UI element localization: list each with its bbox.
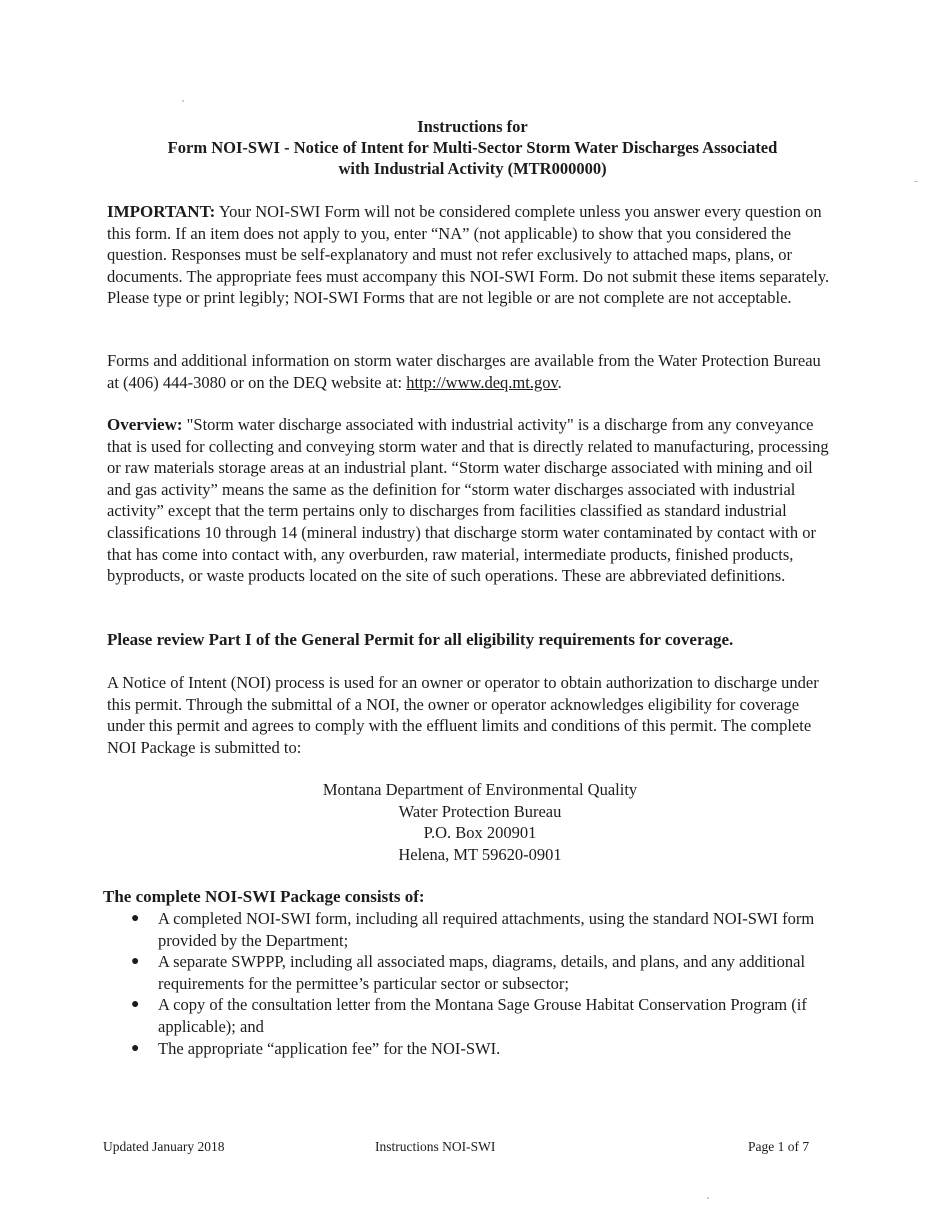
forms-info-end: . — [557, 372, 562, 392]
footer-page-number: Page 1 of 7 — [748, 1139, 810, 1154]
address-line-2: Water Protection Bureau — [398, 801, 562, 821]
list-item-text: A completed NOI-SWI form, including all required attachments, using the standard NOI-SWI form provided by the Department; — [158, 909, 815, 950]
list-item-text: The appropriate “application fee” for the NOI-SWI. — [158, 1038, 501, 1058]
title-line-1: Instructions for — [417, 117, 528, 136]
overview-label: Overview: — [107, 415, 183, 434]
important-paragraph — [107, 201, 832, 309]
review-note: Please review Part I of the General Permit for all eligibility requirements for coverage. — [107, 630, 734, 649]
address-line-1: Montana Department of Environmental Quality — [322, 780, 638, 799]
list-item-text: A copy of the consultation letter from the Montana Sage Grouse Habitat Conservation Program (if applicable); and — [158, 995, 807, 1036]
bullet-icon: ● — [131, 1040, 140, 1056]
list-item-text: A separate SWPPP, including all associated maps, diagrams, details, and plans, and any additional requirements for the permittee’s particular sector or subsector; — [158, 952, 806, 993]
noi-process-paragraph: A Notice of Intent (NOI) process is used for an owner or operator to obtain authorization to discharge under this permit. Through the submittal of a NOI, the owner or operator acknowledges eligibility for coverage under this permit and agrees to comply with the effluent limits and conditions of this permit. The complete NOI Package is submitted to: — [107, 673, 819, 757]
list-item — [125, 908, 835, 951]
title-line-2: Form NOI-SWI - Notice of Intent for Multi-Sector Storm Water Discharges Associated — [167, 138, 778, 157]
footer-doc-name: Instructions NOI-SWI — [375, 1139, 496, 1154]
forms-info-text: Forms and additional information on storm water discharges are available from the Water Protection Bureau at (406) 444-3080 or on the DEQ website at: — [107, 351, 821, 392]
package-list — [125, 908, 835, 1059]
mailing-address — [250, 779, 710, 865]
forms-info-paragraph — [107, 350, 832, 393]
scan-speck — [707, 1197, 709, 1199]
overview-paragraph — [107, 414, 832, 587]
title-line-3: with Industrial Activity (MTR000000) — [338, 159, 607, 178]
list-item — [125, 1038, 835, 1060]
bullet-icon: ● — [131, 997, 140, 1013]
list-item — [125, 951, 835, 994]
address-line-4: Helena, MT 59620-0901 — [398, 844, 562, 864]
bullet-icon: ● — [131, 954, 140, 970]
list-item — [125, 994, 835, 1037]
important-text: Your NOI-SWI Form will not be considered complete unless you answer every question on this form. If an item does not apply to you, enter “NA” (not applicable) to show that you considered the question. Responses must be self-explanatory and must not refer exclusively to attached maps, plans, or documents. The appropriate fees must accompany this NOI-SWI Form. Do not submit these items separately. Please type or print legibly; NOI-SWI Forms that are not legible or are not complete are not acceptable. — [107, 202, 830, 308]
important-label: IMPORTANT: — [107, 202, 216, 221]
overview-text: "Storm water discharge associated with industrial activity" is a discharge from any conveyance that is used for collecting and conveying storm water and that is directly related to manufacturing, processing or raw materials storage areas at an industrial plant. “Storm water discharge associated with mining and oil and gas activity” means the same as the definition for “storm water discharges associated with industrial activity” except that the term pertains only to discharges from facilities classified as standard industrial classifications 10 through 14 (mineral industry) that discharge storm water contaminated by contact with or that has come into contact with, any overburden, raw material, intermediate products, finished products, byproducts, or waste products located on the site of such operations. These are abbreviated definitions. — [107, 415, 829, 586]
scan-speck — [914, 181, 918, 182]
bullet-icon: ● — [131, 911, 140, 926]
deq-website-link[interactable]: http://www.deq.mt.gov — [406, 372, 558, 392]
address-line-3: P.O. Box 200901 — [423, 823, 537, 843]
package-heading: The complete NOI-SWI Package consists of: — [103, 887, 425, 906]
footer-updated: Updated January 2018 — [103, 1139, 225, 1154]
document-title — [100, 116, 845, 179]
scan-speck — [182, 100, 184, 102]
